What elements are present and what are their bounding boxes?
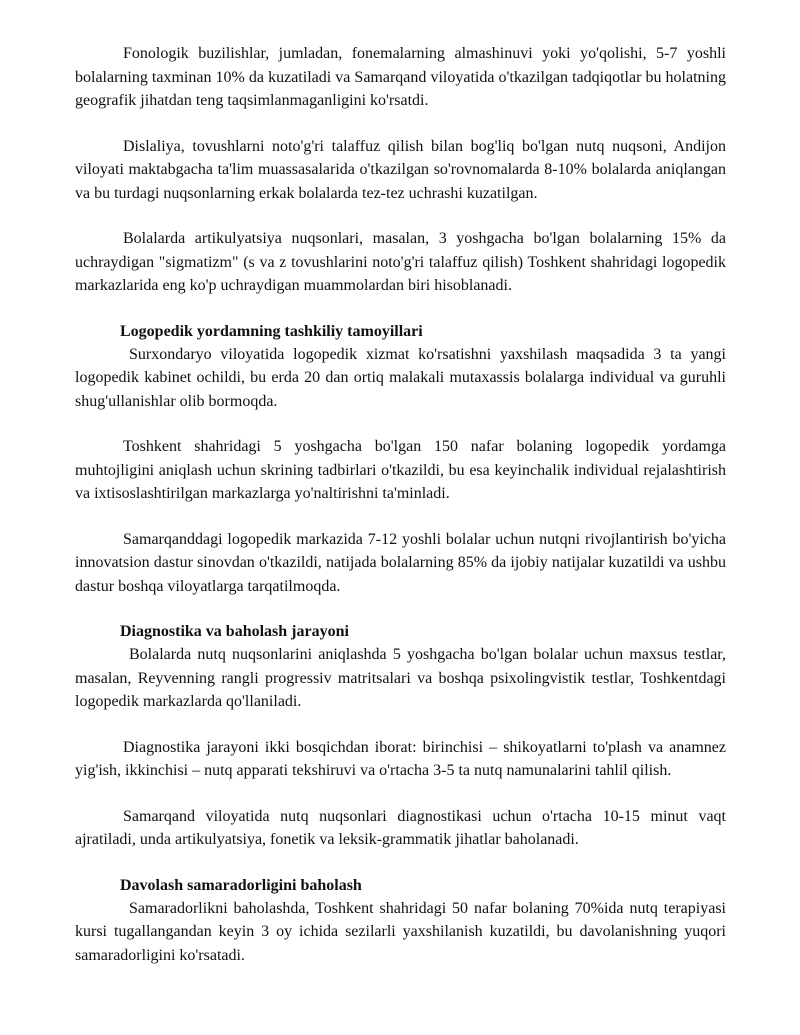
paragraph: Dislaliya, tovushlarni noto'g'ri talaffuz qilish bilan bog'liq bo'lgan nutq nuqsoni, Andijon viloyati maktabgacha ta'lim muassasalarida o'tkazilgan so'rovnomalarda 8-10% bolalarda aniqlangan va bu turdagi nuqsonlarning erkak bolalarda tez-tez uchrashi kuzatilgan. [75,137,726,202]
document-page [75,42,726,989]
paragraph: Bolalarda nutq nuqsonlarini aniqlashda 5 yoshgacha bo'lgan bolalar uchun maxsus testlar, masalan, Reyvenning rangli progressiv matritsalari va boshqa psixolingvistik testlar, Toshkentdagi logopedik markazlarda qo'llaniladi. [75,646,726,710]
paragraph: Fonologik buzilishlar, jumladan, fonemalarning almashinuvi yoki yo'qolishi, 5-7 yoshli bolalarning taxminan 10% da kuzatiladi va Samarqand viloyatida o'tkazilgan tadqiqotlar bu holatning geografik jihatdan teng taqsimlanmaganligini ko'rsatdi. [75,45,726,109]
section-heading: Diagnostika va baholash jarayoni [120,623,349,640]
paragraph: Diagnostika jarayoni ikki bosqichdan iborat: birinchisi – shikoyatlarni to'plash va anamnez yig'ish, ikkinchisi – nutq apparati tekshiruvi va o'rtacha 3-5 ta nutq namunalarini tahlil qilish. [75,738,726,779]
paragraph: Samaradorlikni baholashda, Toshkent shahridagi 50 nafar bolaning 70%ida nutq terapiyasi kursi tugallangandan keyin 3 oy ichida sezilarli yaxshilanish kuzatildi, bu davolanishning yuqori samaradorligini ko'rsatadi. [75,899,726,964]
paragraph: Surxondaryo viloyatida logopedik xizmat ko'rsatishni yaxshilash maqsadida 3 ta yangi logopedik kabinet ochildi, bu erda 20 dan ortiq malakali mutaxassis bolalarga individual va guruhli shug'ullanishlar olib bormoqda. [75,345,726,410]
section-heading: Logopedik yordamning tashkiliy tamoyillari [120,322,423,340]
paragraph: Samarqand viloyatida nutq nuqsonlari diagnostikasi uchun o'rtacha 10-15 minut vaqt ajratiladi, unda artikulyatsiya, fonetik va leksik-grammatik jihatlar baholanadi. [75,807,726,848]
paragraph: Toshkent shahridagi 5 yoshgacha bo'lgan 150 nafar bolaning logopedik yordamga muhtojligini aniqlash uchun skrining tadbirlari o'tkazildi, bu esa keyinchalik individual rejalashtirish va ixtisoslashtirilgan markazlarga yo'naltirishni ta'minladi. [75,438,726,502]
section-heading: Davolash samaradorligini baholash [120,876,362,894]
paragraph: Bolalarda artikulyatsiya nuqsonlari, masalan, 3 yoshgacha bo'lgan bolalarning 15% da uchraydigan "sigmatizm" (s va z tovushlarini noto'g'ri talaffuz qilish) Toshkent shahridagi logopedik markazlarida eng ko'p uchraydigan muammolardan biri hisoblanadi. [75,230,726,294]
paragraph: Samarqanddagi logopedik markazida 7-12 yoshli bolalar uchun nutqni rivojlantirish bo'yicha innovatsion dastur sinovdan o'tkazildi, natijada bolalarning 85% da ijobiy natijalar kuzatildi va ushbu dastur boshqa viloyatlarga tarqatilmoqda. [75,530,726,595]
